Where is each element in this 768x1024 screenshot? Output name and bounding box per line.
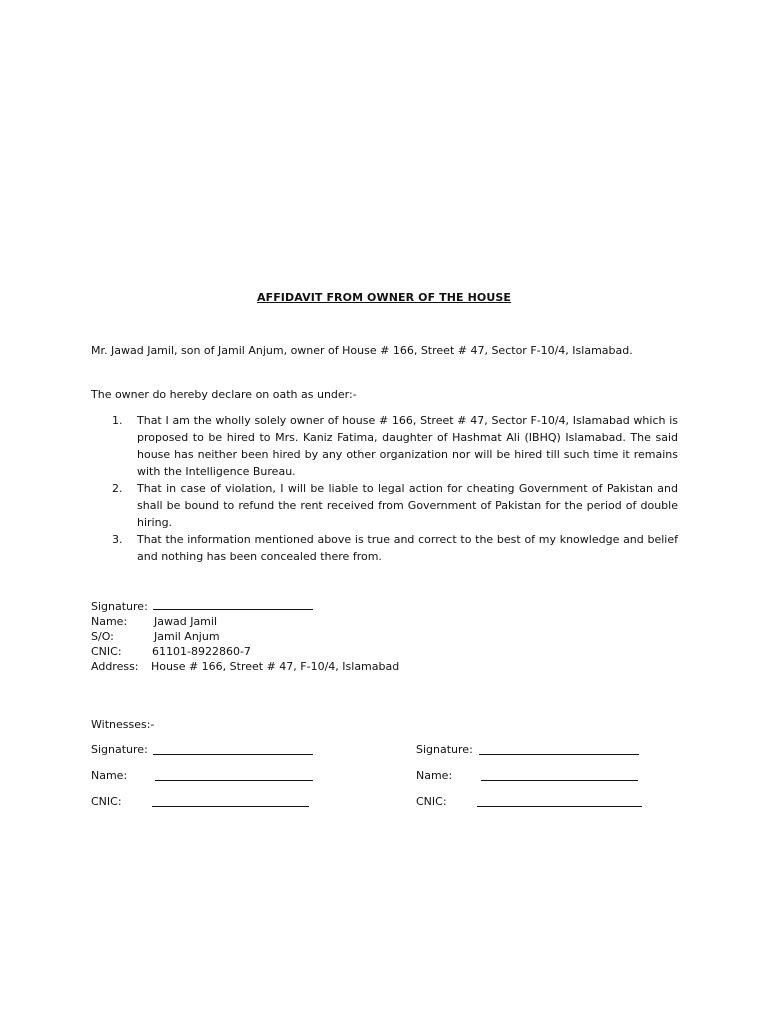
witness-cnic-row — [416, 795, 656, 821]
signature-line — [479, 754, 639, 755]
owner-introduction: Mr. Jawad Jamil, son of Jamil Anjum, owner of House # 166, Street # 47, Sector F-10/4, Islamabad. — [91, 344, 633, 357]
name-label: Name: — [91, 615, 128, 628]
witness-name-row — [416, 769, 656, 795]
signature-label: Signature: — [91, 743, 148, 756]
owner-address-row — [91, 659, 511, 674]
cnic-number: 61101-8922860-7 — [152, 645, 251, 658]
owner-cnic-row — [91, 644, 511, 659]
cnic-line — [477, 806, 642, 807]
witnesses-heading: Witnesses:- — [91, 718, 155, 731]
name-label: Name: — [91, 769, 128, 782]
declaration-statement: The owner do hereby declare on oath as under:- — [91, 388, 357, 401]
witness-signature-row — [416, 743, 656, 769]
witness-cnic-row — [91, 795, 331, 821]
witness-right-block — [416, 743, 656, 821]
witness-left-block — [91, 743, 331, 821]
cnic-label: CNIC: — [91, 795, 122, 808]
name-line — [481, 780, 638, 781]
document-title: AFFIDAVIT FROM OWNER OF THE HOUSE — [256, 291, 512, 304]
signature-label: Signature: — [416, 743, 473, 756]
item-text: That the information mentioned above is true and correct to the best of my knowledge and belief and nothing has been concealed there from. — [137, 533, 678, 563]
item-number: 2. — [112, 482, 123, 495]
item-text: That in case of violation, I will be liable to legal action for cheating Government of Pakistan and shall be bound to refund the rent received from Government of Pakistan for the period of double hiring. — [137, 482, 678, 529]
name-line — [155, 780, 313, 781]
address-label: Address: — [91, 660, 139, 673]
cnic-label: CNIC: — [416, 795, 447, 808]
cnic-line — [152, 806, 309, 807]
declaration-list — [91, 412, 678, 565]
signature-line — [153, 754, 313, 755]
owner-name: Jawad Jamil — [154, 615, 218, 628]
witness-signature-row — [91, 743, 331, 769]
declaration-item — [91, 412, 678, 480]
name-label: Name: — [416, 769, 453, 782]
owner-so-row — [91, 629, 511, 644]
declaration-item — [91, 531, 678, 565]
so-label: S/O: — [91, 630, 114, 643]
signature-line — [153, 599, 313, 614]
item-number: 1. — [112, 414, 123, 427]
owner-signature-block — [91, 599, 511, 674]
item-text: That I am the wholly solely owner of house # 166, Street # 47, Sector F-10/4, Islamabad which is proposed to be hired to Mrs. Kaniz Fatima, daughter of Hashmat Ali (IBHQ) Islamabad. The said house has neither been hired by any other organization nor will be hired till such time it remains with the Intelligence Bureau. — [137, 414, 678, 478]
signature-label: Signature: — [91, 600, 148, 613]
witness-name-row — [91, 769, 331, 795]
owner-name-row — [91, 614, 511, 629]
declaration-item — [91, 480, 678, 531]
item-number: 3. — [112, 533, 123, 546]
father-name: Jamil Anjum — [154, 630, 220, 643]
cnic-label: CNIC: — [91, 645, 122, 658]
owner-signature-row — [91, 599, 511, 614]
address-value: House # 166, Street # 47, F-10/4, Islamabad — [151, 660, 400, 673]
